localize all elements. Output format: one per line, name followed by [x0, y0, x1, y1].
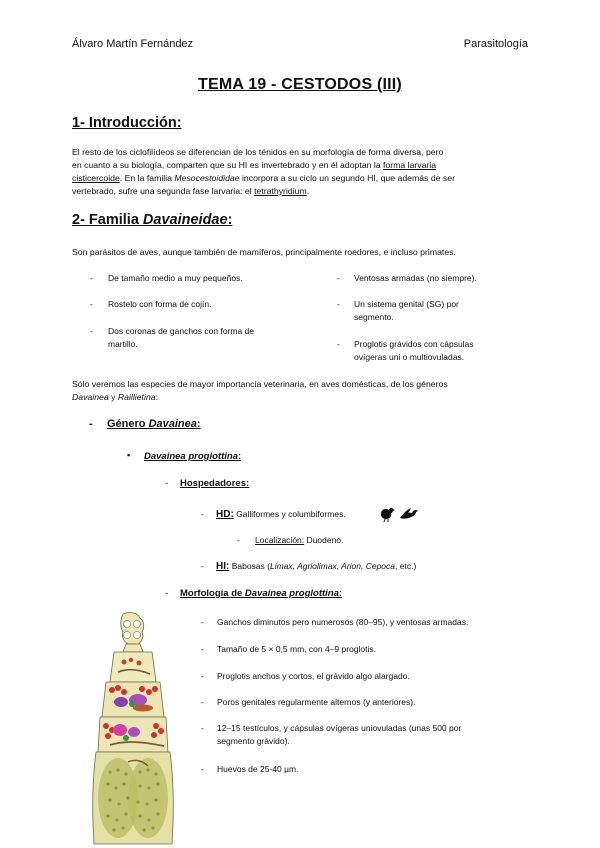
list-item: - Proglotis grávidos con cápsulas ovígeras uni o multiovuladas.: [337, 339, 474, 362]
davaineidae-intro: Son parásitos de aves, aunque también de mamíferos, principalmente roedores, e incluso primates.: [72, 247, 456, 257]
bird-icons: [378, 504, 420, 522]
list-item: - Un sistema genital (SG) por segmento.: [337, 299, 459, 322]
morph-item: - Huevos de 25-40 µm.: [201, 764, 299, 774]
morphology-heading: - Morfología de Davainea proglottina:: [165, 588, 343, 599]
page-title: TEMA 19 - CESTODOS (III): [198, 76, 402, 93]
list-item: - De tamaño medio a muy pequeños.: [90, 273, 243, 283]
morph-item: - Proglotis anchos y cortos, el grávido algo alargado.: [201, 671, 410, 681]
hi-item: - HI: Babosas (Limax, Agriolimax, Arion, Cepoca, etc.): [201, 561, 417, 572]
location-item: - Localización: Duodeno.: [237, 535, 344, 545]
morph-item: - Tamaño de 5 × 0,5 mm, con 4–9 proglotis.: [201, 644, 376, 654]
header-subject: Parasitología: [463, 38, 528, 50]
section-heading-davaineidae: 2- Familia Davaineidae:: [72, 212, 233, 228]
section-heading-intro: 1- Introducción:: [72, 115, 182, 131]
chicken-icon: [381, 508, 395, 522]
davaineidae-outro: Sólo veremos las especies de mayor importancia veterinaria, en aves domésticas, de los géneros Davainea y Raillietina:: [72, 379, 448, 402]
hd-item: - HD: Galliformes y columbiformes.: [201, 509, 346, 520]
list-item: - Rostelo con forma de cojín.: [90, 299, 212, 309]
list-item: - Dos coronas de ganchos con forma de martillo.: [90, 326, 255, 349]
hosts-heading: - Hospedadores:: [165, 478, 250, 489]
davainea-proglottina-illustration: [88, 612, 178, 848]
morph-item: - 12–15 testículos, y cápsulas ovígeras uniovuladas (unas 500 por segmento grávido).: [201, 723, 462, 746]
morph-item: - Poros genitales regularmente alternos (y anteriores).: [201, 697, 416, 707]
pigeon-icon: [400, 508, 418, 519]
intro-paragraph: El resto de los ciclofilídeos se diferencian de los ténidos en su morfología de forma diversa, pero en cuanto a su biología, comparten que su HI es invertebrado y en él adoptan la forma larvaria cisticercoide. En la familia Mesocestoididae incorpora a su ciclo un segundo HI, que además de ser vertebrado, sufre una segunda fase larvaria: el tetrathyridium.: [72, 147, 455, 196]
list-item: - Ventosas armadas (no siempre).: [337, 273, 477, 283]
genus-heading: - Género Davainea:: [89, 418, 201, 430]
species-heading: ▪ Davainea proglottina:: [127, 450, 242, 462]
morph-item: - Ganchos diminutos pero numerosos (80–95), y ventosas armadas.: [201, 617, 469, 627]
header-author: Álvaro Martín Fernández: [72, 38, 194, 50]
